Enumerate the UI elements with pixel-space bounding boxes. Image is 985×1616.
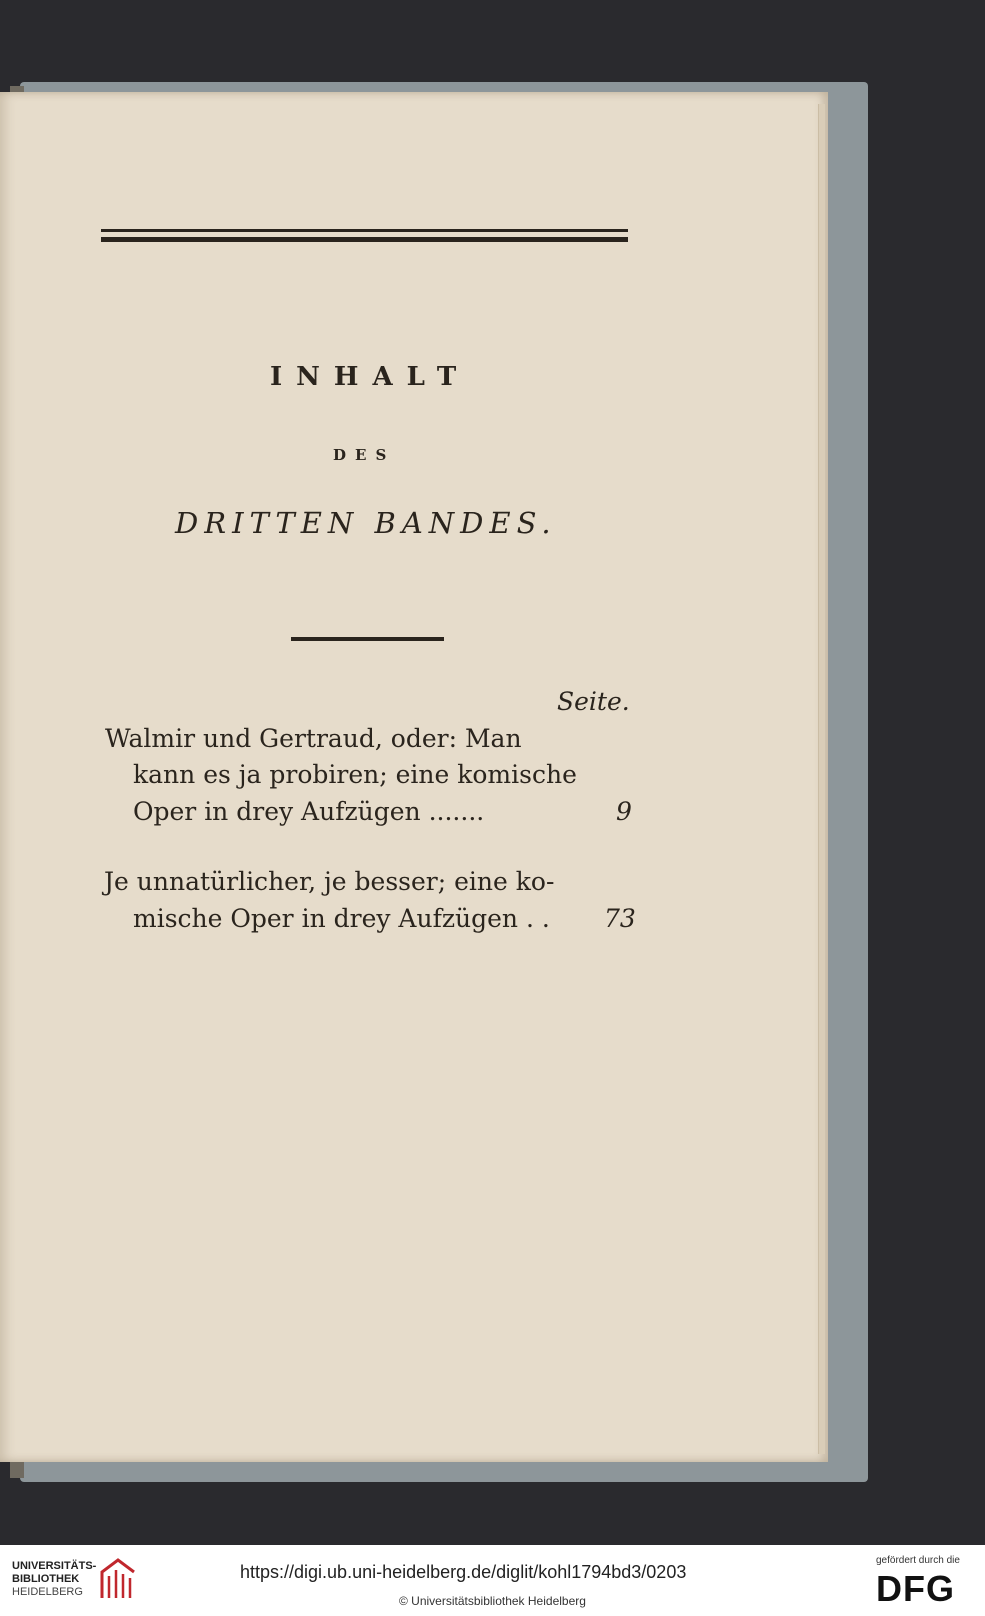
library-name-line-1: UNIVERSITÄTS- (12, 1560, 97, 1572)
toc-entry-2-line-2: mische Oper in drey Aufzügen . . (133, 904, 550, 933)
permalink-url[interactable]: https://digi.ub.uni-heidelberg.de/diglit/kohl1794bd3/0203 (240, 1562, 687, 1582)
toc-entry-2-line-1: Je unnatürlicher, je besser; eine ko- (104, 867, 555, 896)
middle-rule (291, 637, 444, 641)
library-logo-icon[interactable] (98, 1554, 138, 1604)
library-name-line-3: HEIDELBERG (12, 1586, 83, 1598)
dfg-logo[interactable]: DFG (876, 1568, 955, 1609)
funding-label: gefördert durch die (876, 1555, 960, 1566)
toc-entry-1-page: 9 (616, 797, 632, 826)
top-double-rule-thick (101, 237, 628, 242)
page-column-label: Seite. (557, 687, 630, 716)
library-name-line-2: BIBLIOTHEK (12, 1573, 80, 1585)
toc-entry-1-line-3: Oper in drey Aufzügen ....... (133, 797, 485, 826)
library-logo-text[interactable] (12, 1560, 96, 1599)
page-title: INHALT (270, 362, 471, 392)
page-subtitle: DES (333, 446, 396, 464)
page-edge (818, 104, 825, 1454)
top-double-rule (101, 229, 628, 232)
toc-entry-1-line-2: kann es ja probiren; eine komische (133, 760, 577, 789)
copyright-notice: © Universitätsbibliothek Heidelberg (399, 1594, 586, 1608)
volume-title: DRITTEN BANDES. (175, 506, 557, 540)
toc-entry-1-line-1: Walmir und Gertraud, oder: Man (105, 724, 522, 753)
toc-entry-2-page: 73 (604, 904, 636, 933)
